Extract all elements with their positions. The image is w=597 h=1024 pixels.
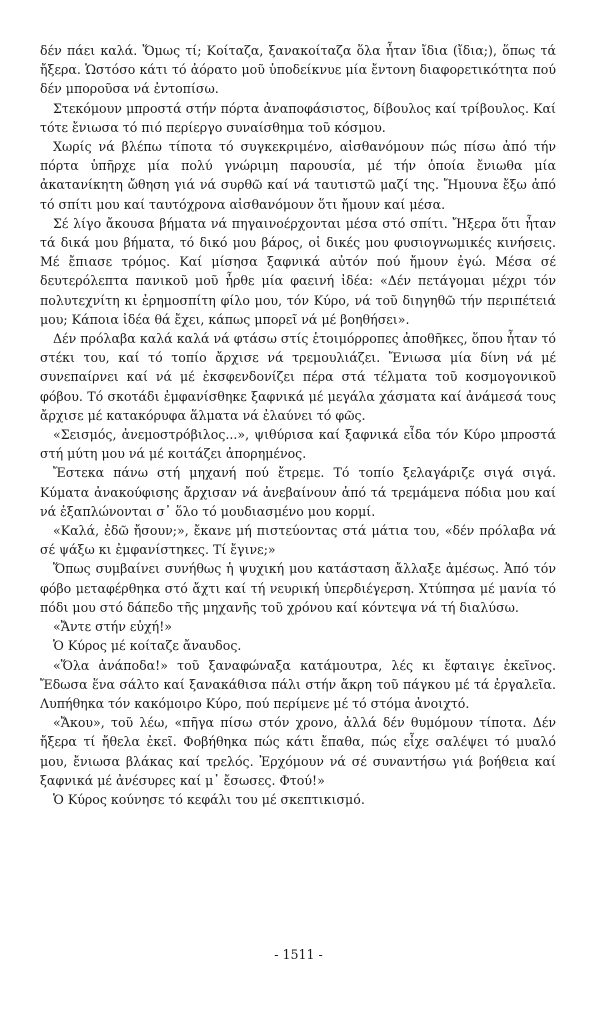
paragraph: Ὁ Κύρος κούνησε τό κεφάλι του μέ σκεπτικισμό. bbox=[53, 791, 365, 807]
paragraph: Σέ λίγο ἄκουσα βήματα νά πηγαινοέρχονται μέσα στό σπίτι. Ἤξερα ὅτι ἦταν τά δικά μου βήματα, τό δικό μου βάρος, οἱ δικές μου φυσιογνωμικές κινήσεις. Μέ ἔπιασε τρόμος. Καί μίσησα ξαφνικά αὐτόν πού ἤμουν ἐγώ. Μέσα σέ δευτερόλεπτα πανικοῦ μοῦ ἦρθε μία φαεινή ἰδέα: «Δέν πετάγομαι μέχρι τόν πολυτεχνίτη κι ἐρημοσπίτη φίλο μου, τόν Κύρο, νά τοῦ διηγηθῶ τήν περιπέτειά μου; Κάποια ἰδέα θά ἔχει, κάπως μπορεῖ νά μέ βοηθήσει». bbox=[40, 215, 556, 327]
paragraph: Ὅπως συμβαίνει συνήθως ἡ ψυχική μου κατάσταση ἄλλαξε ἀμέσως. Ἀπό τόν φόβο μεταφέρθηκα στό ἄχτι καί τή νευρική ὑπερδιέγερση. Χτύπησα μέ μανία τό πόδι μου στό δάπεδο τῆς μηχανῆς τοῦ χρόνου καί κόντεψα νά τή διαλύσω. bbox=[40, 561, 556, 615]
paragraph: «Σεισμός, ἀνεμοστρόβιλος...», ψιθύρισα καί ξαφνικά εἶδα τόν Κύρο μπροστά στή μύτη μου νά μέ κοιτάζει ἀπορημένος. bbox=[40, 427, 556, 462]
paragraph: Στεκόμουν μπροστά στήν πόρτα ἀναποφάσιστος, δίβουλος καί τρίβουλος. Καί τότε ἔνιωσα τό πιό περίεργο συναίσθημα τοῦ κόσμου. bbox=[40, 100, 556, 135]
paragraph: «Καλά, ἐδῶ ἤσουν;», ἔκανε μή πιστεύοντας στά μάτια του, «δέν πρόλαβα νά σέ ψάξω κι ἐμφανίστηκες. Τί ἔγινε;» bbox=[40, 523, 556, 558]
page-number: - 1511 - bbox=[274, 947, 323, 962]
paragraph: «Ἄκου», τοῦ λέω, «πῆγα πίσω στόν χρονο, ἀλλά δέν θυμόμουν τίποτα. Δέν ἤξερα τί ἤθελα ἐκεῖ. Φοβήθηκα πώς κάτι ἔπαθα, πώς εἶχε σαλέψει τό μυαλό μου, ἔνιωσα βλάκας καί τρελός. Ἐρχόμουν νά σέ συναντήσω γιά βοήθεια καί ξαφνικά μέ ἀνέσυρες καί μ᾽ ἔσωσες. Φτού!» bbox=[40, 715, 556, 788]
paragraph: Χωρίς νά βλέπω τίποτα τό συγκεκριμένο, αἰσθανόμουν πώς πίσω ἀπό τήν πόρτα ὑπῆρχε μία πολύ γνώριμη παρουσία, μέ τήν ὁποία ἔνιωθα μία ἀκατανίκητη ὤθηση γιά νά συρθῶ καί νά ταυτιστῶ μαζί της. Ἤμουνα ἔξω ἀπό τό σπίτι μου καί ταυτόχρονα αἰσθανόμουν ὅτι ἤμουν καί μέσα. bbox=[40, 139, 556, 212]
paragraph: Ἔστεκα πάνω στή μηχανή πού ἔτρεμε. Τό τοπίο ξελαγάριζε σιγά σιγά. Κύματα ἀνακούφισης ἄρχισαν νά ἀνεβαίνουν ἀπό τά τρεμάμενα πόδια μου καί νά ἐξαπλώνονται σ᾽ ὅλο τό μουδιασμένο μου κορμί. bbox=[40, 465, 556, 519]
paragraph-continuation: δέν πάει καλά. Ὅμως τί; Κοίταζα, ξανακοίταζα ὅλα ἦταν ἴδια (ἴδια;), ὅπως τά ἤξερα. Ὡστόσο κάτι τό ἀόρατο μοῦ ὑποδείκνυε μία ἔντονη διαφορετικότητα πού δέν μποροῦσα νά ἐντοπίσω. bbox=[40, 43, 556, 97]
page-body bbox=[40, 41, 556, 809]
paragraph: Δέν πρόλαβα καλά καλά νά φτάσω στίς ἑτοιμόρροπες ἀποθῆκες, ὅπου ἦταν τό στέκι του, καί τό τοπίο ἄρχισε νά τρεμουλιάζει. Ἔνιωσα μία δίνη νά μέ συνεπαίρνει καί νά μέ ἐκσφενδονίζει πέρα στά τέλματα τοῦ κοσμογονικοῦ φόβου. Τό σκοτάδι ἐμφανίσθηκε ξαφνικά μέ μεγάλα χάσματα καί ἀνάμεσά τους ἄρχισε μέ κατακόρυφα ἅλματα νά ἐλαύνει τό φῶς. bbox=[40, 331, 556, 423]
paragraph: «Ἄντε στήν εὐχή!» bbox=[53, 619, 172, 635]
paragraph: Ὁ Κύρος μέ κοίταζε ἄναυδος. bbox=[53, 638, 242, 654]
paragraph: «Ὅλα ἀνάποδα!» τοῦ ξαναφώναξα κατάμουτρα, λές κι ἔφταιγε ἐκεῖνος. Ἔδωσα ἕνα σάλτο καί ξανακάθισα πάλι στήν ἄκρη τοῦ πάγκου μέ τά ἐργαλεῖα. Λυπήθηκα τόν κακόμοιρο Κύρο, πού περίμενε μέ τό στόμα ἀνοιχτό. bbox=[40, 657, 556, 711]
